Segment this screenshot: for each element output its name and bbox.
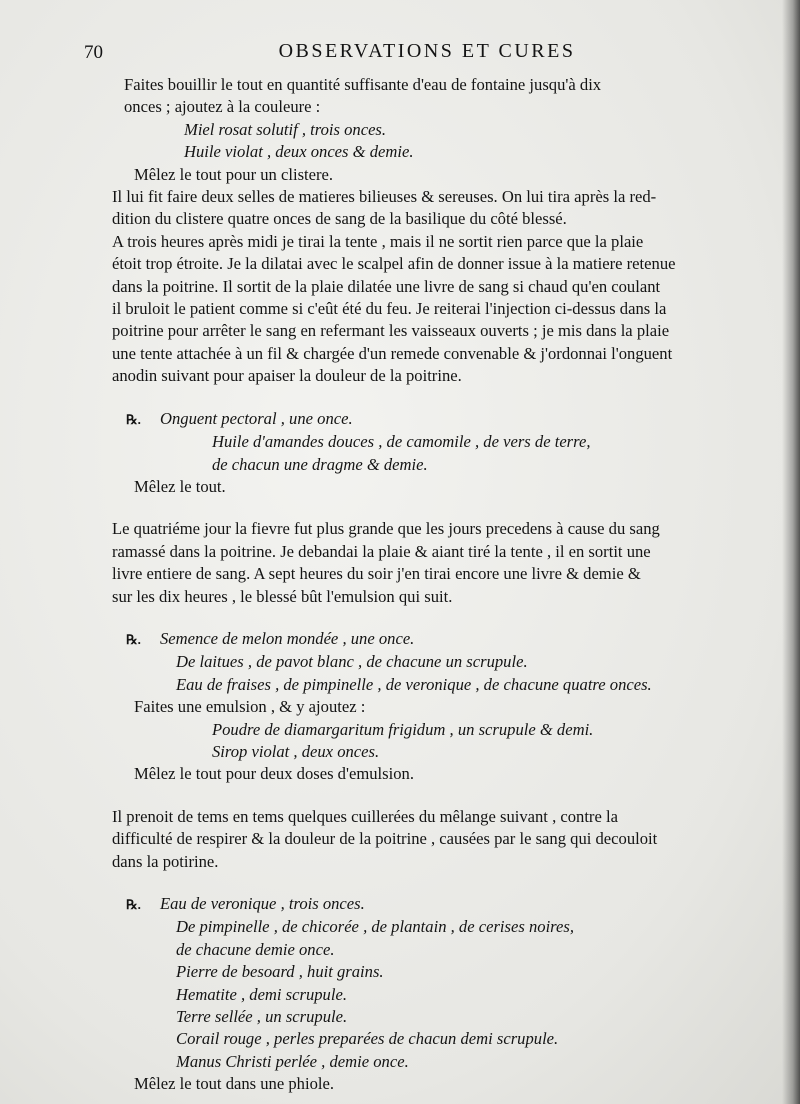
text-line [112, 164, 770, 186]
line-text: Onguent pectoral , une once. [160, 408, 353, 428]
line-text: Miel rosat solutif , trois onces. [184, 119, 387, 139]
text-line [112, 939, 770, 961]
text-line [112, 541, 770, 563]
paragraph [112, 74, 770, 388]
page-gutter-shadow [782, 0, 800, 1104]
line-text: De laitues , de pavot blanc , de chacune un scrupule. [176, 652, 528, 672]
running-head: OBSERVATIONS ET CURES [278, 40, 576, 62]
paragraph [112, 518, 770, 608]
text-line [112, 563, 770, 585]
text-line [112, 320, 770, 342]
line-text: dition du clistere quatre onces de sang de la basilique du côté blessé. [112, 209, 567, 229]
line-text: de chacune demie once. [176, 939, 335, 959]
text-line [112, 119, 770, 141]
text-line [112, 961, 770, 983]
text-line [112, 298, 770, 320]
line-text: il bruloit le patient comme si c'eût été du feu. Je reiterai l'injection ci-dessus dans la [112, 299, 667, 319]
paragraph-gap [112, 498, 770, 518]
line-text: dans la potirine. [112, 851, 219, 871]
line-text: difficulté de respirer & la douleur de la poitrine , causées par le sang qui decouloit [112, 829, 658, 849]
text-line [112, 141, 770, 163]
text-line [112, 431, 770, 453]
text-line [112, 1006, 770, 1028]
line-text: Eau de fraises , de pimpinelle , de veronique , de chacune quatre onces. [176, 674, 652, 694]
prescription-block [112, 893, 770, 1096]
text-line [112, 208, 770, 230]
line-text: Il prenoit de tems en tems quelques cuillerées du mêlange suivant , contre la [112, 806, 618, 826]
line-text: Mêlez le tout dans une phiole. [134, 1074, 334, 1094]
line-text: Mêlez le tout. [134, 476, 226, 496]
line-text: Corail rouge , perles preparées de chacun demi scrupule. [176, 1029, 559, 1049]
line-text: anodin suivant pour apaiser la douleur de la poitrine. [112, 366, 462, 386]
line-text: sur les dix heures , le blessé bût l'emulsion qui suit. [112, 586, 453, 606]
line-text: étoit trop étroite. Je la dilatai avec le scalpel afin de donner issue à la matiere retenue [112, 254, 676, 274]
text-line [112, 741, 770, 763]
line-text: Hematite , demi scrupule. [176, 984, 347, 1004]
text-line [112, 74, 770, 96]
paragraph-gap [112, 873, 770, 893]
text-line [112, 96, 770, 118]
line-text: poitrine pour arrêter le sang en refermant les vaisseaux ouverts ; je mis dans la plaie [112, 321, 670, 341]
text-line [112, 476, 770, 498]
text-line [112, 851, 770, 873]
line-text: ramassé dans la poitrine. Je debandai la plaie & aiant tiré la tente , il en sortit une [112, 541, 651, 561]
text-line [112, 696, 770, 718]
text-line [112, 1051, 770, 1073]
line-text: Huile violat , deux onces & demie. [184, 142, 414, 162]
text-line [112, 454, 770, 476]
line-text: Sirop violat , deux onces. [212, 741, 380, 761]
line-text: livre entiere de sang. A sept heures du soir j'en tirai encore une livre & demie & [112, 564, 641, 584]
text-line [112, 1028, 770, 1050]
paragraph-gap [112, 388, 770, 408]
line-text: De pimpinelle , de chicorée , de plantain , de cerises noires, [176, 917, 574, 937]
line-text: Le quatriéme jour la fievre fut plus grande que les jours precedens à cause du sang [112, 519, 660, 539]
line-text: dans la poitrine. Il sortit de la plaie dilatée une livre de sang si chaud qu'en coulant [112, 276, 661, 296]
text-line [112, 984, 770, 1006]
line-text: Pierre de besoard , huit grains. [176, 962, 384, 982]
text-line [112, 628, 770, 651]
text-line [112, 518, 770, 540]
recipe-symbol-icon: ℞. [126, 411, 141, 427]
paragraph-gap [112, 608, 770, 628]
line-text: A trois heures après midi je tirai la tente , mais il ne sortit rien parce que la plaie [112, 231, 644, 251]
line-text: Terre sellée , un scrupule. [176, 1007, 348, 1027]
line-text: Semence de melon mondée , une once. [160, 628, 415, 648]
text-line [112, 828, 770, 850]
text-line [112, 586, 770, 608]
text-line [112, 365, 770, 387]
text-line [112, 276, 770, 298]
line-text: de chacun une dragme & demie. [212, 454, 428, 474]
paragraph [112, 806, 770, 873]
line-text: Faites une emulsion , & y ajoutez : [134, 697, 366, 717]
body-text [112, 74, 770, 1096]
text-line [112, 893, 770, 916]
prescription-block [112, 408, 770, 499]
text-line [112, 806, 770, 828]
text-line [112, 674, 770, 696]
text-line [112, 186, 770, 208]
text-line [112, 1073, 770, 1095]
line-text: Eau de veronique , trois onces. [160, 894, 365, 913]
line-text: Il lui fit faire deux selles de matieres bilieuses & sereuses. On lui tira après la red- [112, 187, 657, 207]
text-line [112, 651, 770, 673]
line-text: une tente attachée à un fil & chargée d'un remede convenable & j'ordonnai l'onguent [112, 343, 673, 363]
text-line [112, 719, 770, 741]
line-text: Faites bouillir le tout en quantité suffisante d'eau de fontaine jusqu'à dix [124, 75, 602, 94]
line-text: Poudre de diamargaritum frigidum , un scrupule & demi. [212, 719, 594, 739]
line-text: Manus Christi perlée , demie once. [176, 1051, 409, 1071]
recipe-symbol-icon: ℞. [126, 631, 141, 647]
text-line [112, 763, 770, 785]
line-text: Mêlez le tout pour un clistere. [134, 164, 334, 184]
text-line [112, 343, 770, 365]
line-text: onces ; ajoutez à la couleure : [124, 97, 321, 117]
line-text: Mêlez le tout pour deux doses d'emulsion. [134, 764, 414, 784]
text-line [112, 916, 770, 938]
page-number: 70 [84, 42, 103, 63]
page-header [84, 40, 770, 70]
recipe-symbol-icon: ℞. [126, 897, 141, 912]
text-line [112, 231, 770, 253]
prescription-block [112, 628, 770, 786]
text-line [112, 408, 770, 431]
line-text: Huile d'amandes douces , de camomile , de vers de terre, [212, 432, 591, 452]
text-line [112, 253, 770, 275]
paragraph-gap [112, 786, 770, 806]
